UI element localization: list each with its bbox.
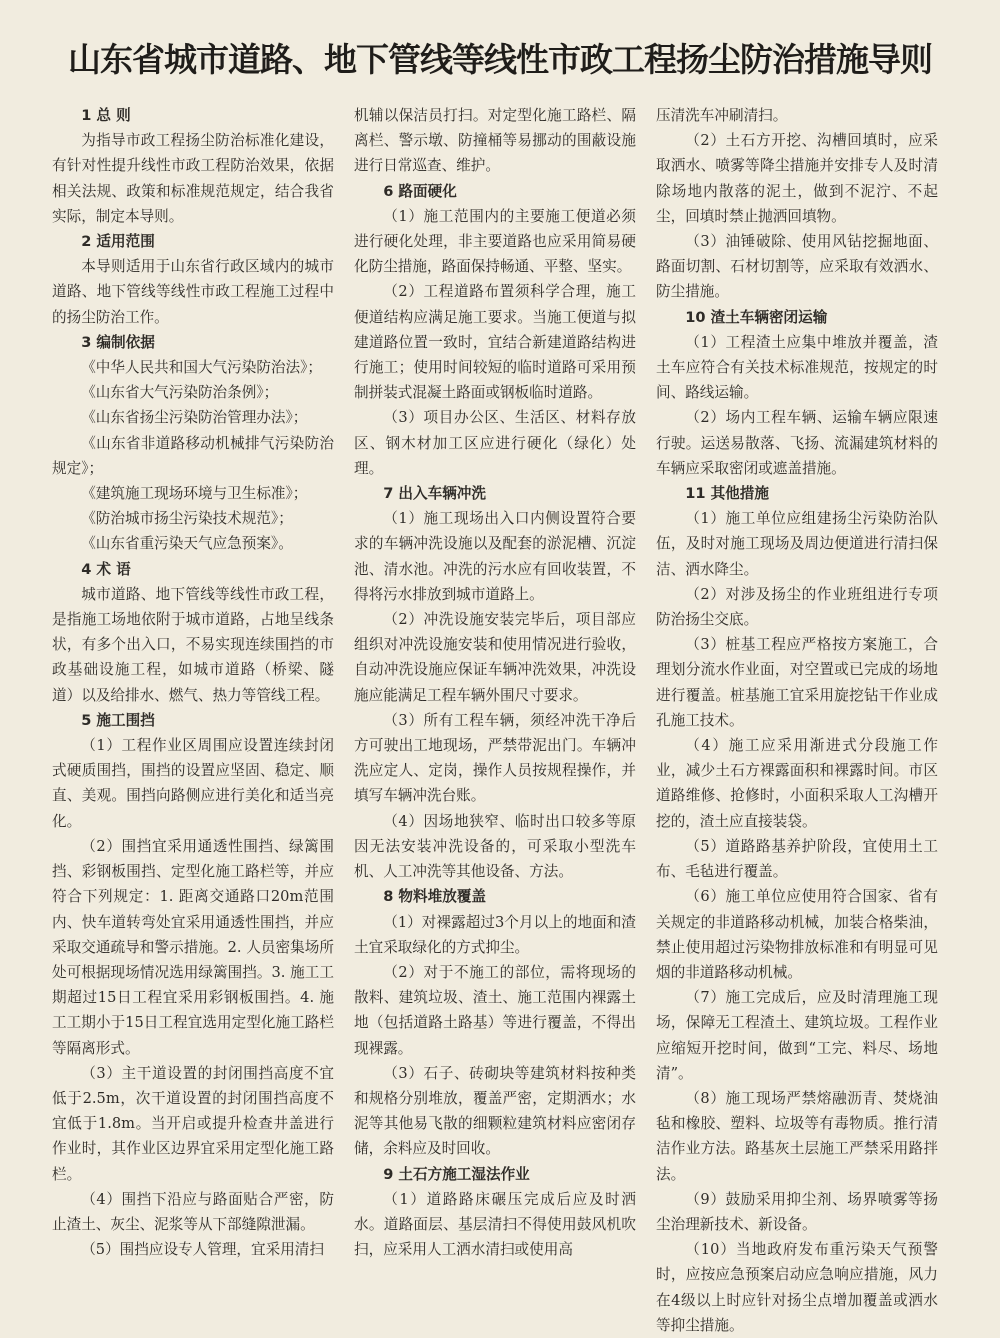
column-1 bbox=[52, 103, 334, 1338]
paragraph: （9）鼓励采用抑尘剂、场界喷雾等扬尘治理新技术、新设备。 bbox=[656, 1190, 938, 1233]
paragraph: （1）施工现场出入口内侧设置符合要求的车辆冲洗设施以及配套的淤泥槽、沉淀池、清水池。冲洗的污水应有回收装置，不得将污水排放到城市道路上。 bbox=[354, 510, 636, 603]
paragraph: （5）道路路基养护阶段，宜使用土工布、毛毡进行覆盖。 bbox=[656, 837, 938, 881]
paragraph: 《山东省非道路移动机械排气污染防治规定》； bbox=[52, 434, 334, 477]
paragraph: （2）冲洗设施安装完毕后，项目部应组织对冲洗设施安装和使用情况进行验收，自动冲洗设施应保证车辆冲洗效果，冲洗设施应能满足工程车辆外围尺寸要求。 bbox=[354, 611, 636, 704]
section-heading: 3 编制依据 bbox=[81, 333, 155, 351]
section-heading: 10 渣土车辆密闭运输 bbox=[685, 308, 828, 326]
section-heading: 11 其他措施 bbox=[685, 485, 769, 503]
paragraph: （2）围挡宜采用通透性围挡、绿篱围挡、彩钢板围挡、定型化施工路栏等，并应符合下列规定：1. 距离交通路口20m范围内、快车道转弯处宜采用通透性围挡，并应采取交通疏导和警示措施。2. 人员密集场所处可根据现场情况选用绿篱围挡。3. 施工工期超过15日工程宜采用彩钢板围挡。4. 施工工期小于15日工程宜选用定型化施工路栏等隔离形式。 bbox=[52, 837, 334, 1057]
paragraph: 《防治城市扬尘污染技术规范》； bbox=[81, 510, 293, 528]
paragraph: （3）主干道设置的封闭围挡高度不宜低于2.5m，次干道设置的封闭围挡高度不宜低于1.8m。当开启或提升检查井盖进行作业时，其作业区边界宜采用定型化施工路栏。 bbox=[52, 1064, 334, 1183]
paragraph: 《山东省扬尘污染防治管理办法》； bbox=[81, 409, 308, 427]
section-heading: 8 物料堆放覆盖 bbox=[383, 888, 486, 906]
paragraph: 城市道路、地下管线等线性市政工程，是指施工场地依附于城市道路，占地呈线条状，有多个出入口，不易实现连续围挡的市政基础设施工程，如城市道路（桥梁、隧道）以及给排水、燃气、热力等管线工程。 bbox=[52, 585, 334, 704]
paragraph: （10）当地政府发布重污染天气预警时，应按应急预案启动应急响应措施，风力在4级以上时应针对扬尘点增加覆盖或洒水等抑尘措施。 bbox=[656, 1241, 938, 1334]
paragraph: （2）对涉及扬尘的作业班组进行专项防治扬尘交底。 bbox=[656, 585, 938, 629]
paragraph: （2）工程道路布置须科学合理，施工便道结构应满足施工要求。当施工便道与拟建道路位置一致时，宜结合新建道路结构进行施工；使用时间较短的临时道路可采用预制拼装式混凝土路面或钢板临时道路。 bbox=[354, 283, 636, 402]
paragraph: （6）施工单位应使用符合国家、省有关规定的非道路移动机械，加装合格柴油，禁止使用超过污染物排放标准和有明显可见烟的非道路移动机械。 bbox=[656, 888, 938, 981]
section-heading: 7 出入车辆冲洗 bbox=[383, 485, 486, 503]
text-columns bbox=[52, 103, 948, 1338]
column-3 bbox=[656, 103, 938, 1338]
paragraph: （1）对裸露超过3个月以上的地面和渣土宜采取绿化的方式抑尘。 bbox=[354, 913, 636, 956]
paragraph: （4）施工应采用渐进式分段施工作业，减少土石方裸露面积和裸露时间。市区道路维修、抢修时，小面积采取人工沟槽开挖的，渣土应直接装袋。 bbox=[656, 737, 938, 830]
paragraph: （3）所有工程车辆，须经冲洗干净后方可驶出工地现场，严禁带泥出门。车辆冲洗应定人、定岗，操作人员按规程操作，并填写车辆冲洗台账。 bbox=[354, 711, 636, 805]
paragraph: （1）施工单位应组建扬尘污染防治队伍，及时对施工现场及周边便道进行清扫保洁、洒水降尘。 bbox=[656, 510, 938, 578]
paragraph: （1）工程作业区周围应设置连续封闭式硬质围挡，围挡的设置应坚固、稳定、顺直、美观。围挡向路侧应进行美化和适当亮化。 bbox=[52, 737, 334, 830]
section-heading: 1 总 则 bbox=[81, 107, 131, 124]
section-heading: 6 路面硬化 bbox=[383, 182, 457, 200]
paragraph: 本导则适用于山东省行政区域内的城市道路、地下管线等线性市政工程施工过程中的扬尘防治工作。 bbox=[52, 258, 334, 326]
paragraph: （8）施工现场严禁熔融沥青、焚烧油毡和橡胶、塑料、垃圾等有毒物质。推行清洁作业方法。路基灰土层施工严禁采用路拌法。 bbox=[656, 1089, 938, 1183]
paragraph: （3）桩基工程应严格按方案施工，合理划分流水作业面，对空置或已完成的场地进行覆盖。桩基施工宜采用旋挖钻干作业成孔施工技术。 bbox=[656, 636, 938, 729]
paragraph: （7）施工完成后，应及时清理施工现场，保障无工程渣土、建筑垃圾。工程作业应缩短开挖时间，做到“工完、料尽、场地清”。 bbox=[656, 989, 938, 1082]
column-2 bbox=[354, 103, 636, 1338]
section-heading: 4 术 语 bbox=[81, 560, 131, 578]
paragraph: （4）围挡下沿应与路面贴合严密，防止渣土、灰尘、泥浆等从下部缝隙泄漏。 bbox=[52, 1190, 334, 1233]
paragraph: （5）围挡应设专人管理，宜采用清扫 bbox=[81, 1241, 324, 1259]
paragraph: 《山东省大气污染防治条例》； bbox=[81, 384, 279, 402]
paragraph: 机辅以保洁员打扫。对定型化施工路栏、隔离栏、警示墩、防撞桶等易挪动的围蔽设施进行日常巡查、维护。 bbox=[354, 107, 636, 175]
paragraph: （3）油锤破除、使用风钻挖掘地面、路面切割、石材切割等，应采取有效洒水、防尘措施。 bbox=[656, 233, 938, 301]
paragraph: （1）工程渣土应集中堆放并覆盖，渣土车应符合有关技术标准规范，按规定的时间、路线运输。 bbox=[656, 333, 938, 402]
paragraph: 《建筑施工现场环境与卫生标准》； bbox=[81, 485, 308, 503]
section-heading: 2 适用范围 bbox=[81, 233, 155, 251]
paragraph: （1）施工范围内的主要施工便道必须进行硬化处理，非主要道路也应采用简易硬化防尘措施，路面保持畅通、平整、坚实。 bbox=[354, 207, 636, 276]
section-heading: 5 施工围挡 bbox=[81, 711, 155, 729]
paragraph: （1）道路路床碾压完成后应及时洒水。道路面层、基层清扫不得使用鼓风机吹扫，应采用人工洒水清扫或使用高 bbox=[354, 1190, 636, 1259]
paragraph: 《中华人民共和国大气污染防治法》； bbox=[81, 359, 322, 377]
paragraph: （2）对于不施工的部位，需将现场的散料、建筑垃圾、渣土、施工范围内裸露土地（包括道路土路基）等进行覆盖，不得出现裸露。 bbox=[354, 963, 636, 1057]
paragraph: （4）因场地狭窄、临时出口较多等原因无法安装冲洗设备的，可采取小型洗车机、人工冲洗等其他设备、方法。 bbox=[354, 812, 636, 881]
document-title: 山东省城市道路、地下管线等线性市政工程扬尘防治措施导则 bbox=[68, 40, 932, 79]
paragraph: （2）土石方开挖、沟槽回填时，应采取洒水、喷雾等降尘措施并安排专人及时清除场地内散落的泥土，做到不泥泞、不起尘，回填时禁止抛洒回填物。 bbox=[656, 132, 938, 225]
paragraph: 《山东省重污染天气应急预案》。 bbox=[81, 535, 293, 553]
paragraph: （2）场内工程车辆、运输车辆应限速行驶。运送易散落、飞扬、流漏建筑材料的车辆应采取密闭或遮盖措施。 bbox=[656, 409, 938, 477]
paragraph: （3）石子、砖砌块等建筑材料按种类和规格分别堆放，覆盖严密，定期洒水；水泥等其他易飞散的细颗粒建筑材料应密闭存储，余料应及时回收。 bbox=[354, 1064, 636, 1158]
paragraph: 压清洗车冲刷清扫。 bbox=[656, 107, 788, 124]
paragraph: （3）项目办公区、生活区、材料存放区、钢木材加工区应进行硬化（绿化）处理。 bbox=[354, 409, 636, 477]
paragraph: 为指导市政工程扬尘防治标准化建设，有针对性提升线性市政工程防治效果，依据相关法规、政策和标准规范规定，结合我省实际，制定本导则。 bbox=[52, 132, 334, 225]
section-heading: 9 土石方施工湿法作业 bbox=[383, 1165, 530, 1183]
